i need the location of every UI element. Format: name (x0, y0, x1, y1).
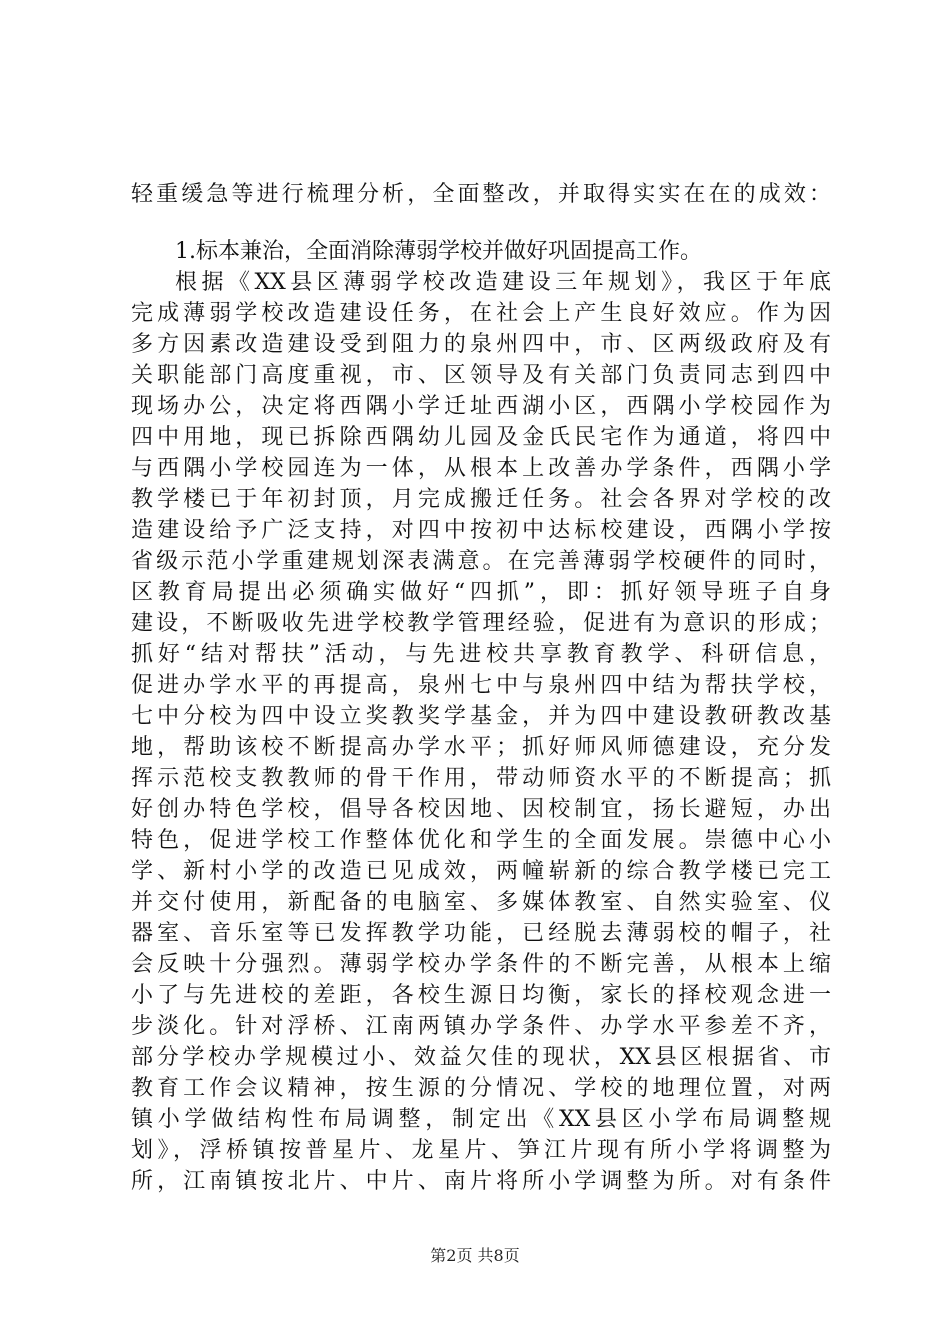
section-heading: 1.标本兼治，全面消除薄弱学校并做好巩固提高工作。 (175, 239, 702, 264)
text-line: 造建设给予广泛支持，对四中按初中达标校建设，西隅小学按 (131, 518, 831, 543)
text-line: 划》，浮桥镇按普星片、龙星片、笋江片现有所小学将调整为 (131, 1138, 831, 1163)
text-line: 特色，促进学校工作整体优化和学生的全面发展。崇德中心小 (131, 828, 831, 853)
text-line: 与西隅小学校园连为一体，从根本上改善办学条件，西隅小学 (131, 456, 831, 481)
text-line: 教学楼已于年初封顶，月完成搬迁任务。社会各界对学校的改 (131, 487, 831, 512)
text-line: 轻重缓急等进行梳理分析，全面整改，并取得实实在在的成效： (131, 182, 831, 207)
text-line: 建设，不断吸收先进学校教学管理经验，促进有为意识的形成； (131, 611, 831, 636)
text-line: 教育工作会议精神，按生源的分情况、学校的地理位置，对两 (131, 1076, 831, 1101)
text-line: 多方因素改造建设受到阻力的泉州四中，市、区两级政府及有 (131, 332, 831, 357)
text-line: 好创办特色学校，倡导各校因地、因校制宜，扬长避短，办出 (131, 797, 831, 822)
text-line: 抓好“结对帮扶”活动，与先进校共享教育教学、科研信息， (131, 642, 831, 667)
text-line: 关职能部门高度重视，市、区领导及有关部门负责同志到四中 (131, 363, 831, 388)
text-line: 地，帮助该校不断提高办学水平；抓好师风师德建设，充分发 (131, 735, 831, 760)
text-line: 小了与先进校的差距，各校生源日均衡，家长的择校观念进一 (131, 983, 831, 1008)
text-line: 四中用地，现已拆除西隅幼儿园及金氏民宅作为通道，将四中 (131, 425, 831, 450)
page-number-footer: 第2页 共8页 (430, 1246, 520, 1265)
text-line: 所，江南镇按北片、中片、南片将所小学调整为所。对有条件 (131, 1169, 831, 1194)
text-line: 学、新村小学的改造已见成效，两幢崭新的综合教学楼已完工 (131, 859, 831, 884)
text-line: 现场办公，决定将西隅小学迁址西湖小区，西隅小学校园作为 (131, 394, 831, 419)
text-line: 促进办学水平的再提高，泉州七中与泉州四中结为帮扶学校， (131, 673, 831, 698)
text-line: 会反映十分强烈。薄弱学校办学条件的不断完善，从根本上缩 (131, 952, 831, 977)
text-line: 根据《XX县区薄弱学校改造建设三年规划》，我区于年底 (175, 270, 831, 295)
text-line: 挥示范校支教教师的骨干作用，带动师资水平的不断提高；抓 (131, 766, 831, 791)
text-line: 器室、音乐室等已发挥教学功能，已经脱去薄弱校的帽子，社 (131, 921, 831, 946)
text-line: 完成薄弱学校改造建设任务，在社会上产生良好效应。作为因 (131, 301, 831, 326)
text-line: 镇小学做结构性布局调整，制定出《XX县区小学布局调整规 (131, 1107, 831, 1132)
text-line: 步淡化。针对浮桥、江南两镇办学条件、办学水平参差不齐， (131, 1014, 831, 1039)
text-line: 区教育局提出必须确实做好“四抓”，即：抓好领导班子自身 (131, 580, 831, 605)
text-line: 省级示范小学重建规划深表满意。在完善薄弱学校硬件的同时， (131, 549, 831, 574)
text-line: 七中分校为四中设立奖教奖学基金，并为四中建设教研教改基 (131, 704, 831, 729)
text-line: 并交付使用，新配备的电脑室、多媒体教室、自然实验室、仪 (131, 890, 831, 915)
text-line: 部分学校办学规模过小、效益欠佳的现状，XX县区根据省、市 (131, 1045, 831, 1070)
